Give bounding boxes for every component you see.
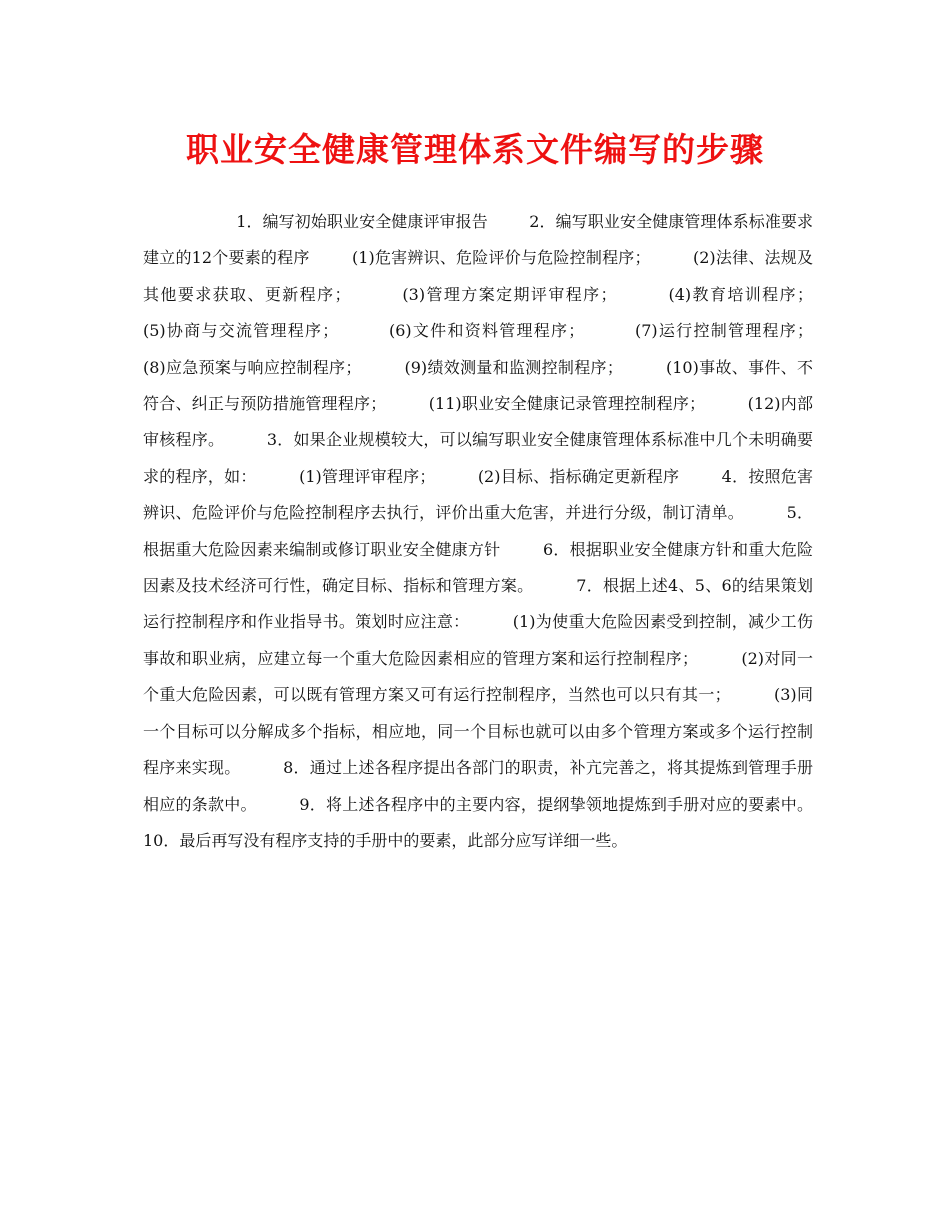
document-title: 职业安全健康管理体系文件编写的步骤	[186, 130, 764, 169]
document-body: 1．编写初始职业安全健康评审报告 2．编写职业安全健康管理体系标准要求建立的12个要素的程序 (1)危害辨识、危险评价与危险控制程序； (2)法律、法规及其他要求获取、更新程序； (3)管理方案定期评审程序； (4)教育培训程序； (5)协商与交流管理程序； (6)文件和资料管理程序； (7)运行控制管理程序； (8)应急预案与响应控制程序； (9)绩效测量和监测控制程序； (10)事故、事件、不符合、纠正与预防措施管理程序； (11)职业安全健康记录管理控制程序； (12)内部审核程序。 3．如果企业规模较大，可以编写职业安全健康管理体系标准中几个未明确要求的程序，如： (1)管理评审程序； (2)目标、指标确定更新程序 4．按照危害辨识、危险评价与危险控制程序去执行，评价出重大危害，并进行分级，制订清单。 5．根据重大危险因素来编制或修订职业安全健康方针 6．根据职业安全健康方针和重大危险因素及技术经济可行性，确定目标、指标和管理方案。 7．根据上述4、5、6的结果策划运行控制程序和作业指导书。策划时应注意： (1)为使重大危险因素受到控制，减少工伤事故和职业病，应建立每一个重大危险因素相应的管理方案和运行控制程序； (2)对同一个重大危险因素，可以既有管理方案又可有运行控制程序，当然也可以只有其一； (3)同一个目标可以分解成多个指标，相应地，同一个目标也就可以由多个管理方案或多个运行控制程序来实现。 8．通过上述各程序提出各部门的职责，补亢完善之，将其提炼到管理手册相应的条款中。 9．将上述各程序中的主要内容，提纲挚领地提炼到手册对应的要素中。 10．最后再写没有程序支持的手册中的要素，此部分应写详细一些。	[143, 212, 854, 850]
